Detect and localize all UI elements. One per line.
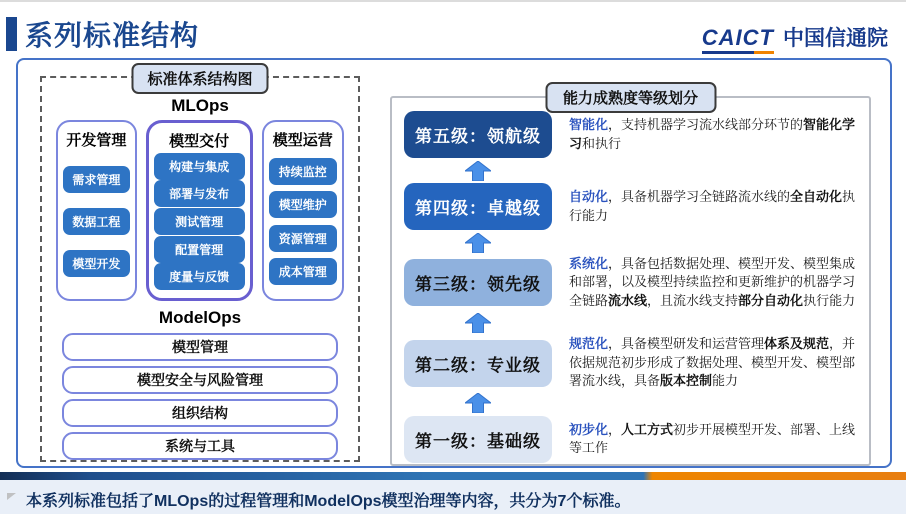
up-arrow-icon — [465, 313, 491, 333]
column-model-operations — [262, 120, 344, 301]
level-box: 第四级：卓越级 — [404, 183, 552, 230]
modelops-title: ModelOps — [158, 308, 242, 327]
pill-item: 构建与集成 — [154, 153, 245, 180]
column-title: 模型交付 — [169, 133, 230, 150]
pill-item: 配置管理 — [154, 236, 245, 263]
modelops-bar: 系统与工具 — [62, 432, 338, 460]
up-arrow-icon — [465, 393, 491, 413]
page-title: 系列标准结构 — [25, 20, 200, 51]
up-arrow-icon — [465, 161, 491, 181]
level-box: 第三级：领先级 — [404, 259, 552, 306]
content-frame — [16, 58, 892, 468]
level-description: 初步化，人工方式初步开展模型开发、部署、上线等工作 — [569, 421, 856, 456]
pill-item: 模型开发 — [63, 250, 130, 277]
mlops-title: MLOps — [171, 96, 229, 115]
level-description: 规范化，具备模型研发和运营管理体系及规范，并依据规范初步形成了数据处理、模型开发、模型部署流水线，具备版本控制能力 — [569, 336, 856, 389]
pill-item: 模型维护 — [269, 191, 337, 218]
modelops-bars — [42, 328, 358, 460]
modelops-bar: 组织结构 — [62, 399, 338, 427]
right-panel-label: 能力成熟度等级划分 — [545, 82, 716, 113]
pill-item: 度量与反馈 — [154, 263, 245, 290]
column-title: 模型运营 — [272, 132, 333, 149]
modelops-bar: 模型管理 — [62, 333, 338, 361]
level-row-3 — [404, 255, 857, 310]
column-dev-management — [56, 120, 137, 301]
pill-item: 成本管理 — [269, 258, 337, 285]
level-description: 系统化，具备包括数据处理、模型开发、模型集成和部署，以及模型持续监控和更新维护的机器学习全链路流水线，且流水线支持部分自动化执行能力 — [569, 256, 856, 308]
title-bar — [6, 14, 199, 54]
footer-summary-text: 本系列标准包括了MLOps的过程管理和ModelOps模型治理等内容，共分为7个标准。 — [26, 493, 631, 510]
pill-item: 数据工程 — [63, 208, 130, 235]
level-box: 第五级：领航级 — [404, 111, 552, 158]
footer-gradient-bar — [0, 472, 906, 480]
column-title: 开发管理 — [66, 132, 127, 149]
up-arrow-icon — [465, 233, 491, 253]
maturity-panel — [390, 90, 871, 466]
pill-item: 需求管理 — [63, 166, 130, 193]
level-row-4 — [404, 183, 857, 230]
level-box: 第二级：专业级 — [404, 340, 552, 387]
level-row-5 — [404, 111, 857, 158]
maturity-levels — [392, 98, 869, 469]
level-description: 智能化，支持机器学习流水线部分环节的智能化学习和执行 — [569, 117, 856, 151]
title-accent-bar — [6, 17, 17, 51]
level-box: 第一级：基础级 — [404, 416, 552, 463]
caict-logo-chinese: 中国信通院 — [783, 27, 888, 50]
pill-item: 测试管理 — [154, 208, 245, 235]
column-model-delivery — [146, 120, 253, 301]
level-row-1 — [404, 416, 857, 463]
logo-underline — [702, 51, 774, 54]
standard-structure-panel — [40, 71, 360, 462]
mlops-columns — [42, 116, 358, 301]
caict-logo — [702, 22, 888, 54]
modelops-bar: 模型安全与风险管理 — [62, 366, 338, 394]
level-row-2 — [404, 335, 857, 390]
pill-item: 资源管理 — [269, 225, 337, 252]
pill-item: 部署与发布 — [154, 180, 245, 207]
left-panel-label: 标准体系结构图 — [131, 63, 268, 94]
footer-strip — [0, 480, 906, 514]
decorative-arrow-icon — [7, 493, 16, 500]
level-description: 自动化，具备机器学习全链路流水线的全自动化执行能力 — [569, 189, 856, 223]
pill-item: 持续监控 — [269, 158, 337, 185]
caict-logo-text: CAICT — [702, 25, 774, 54]
